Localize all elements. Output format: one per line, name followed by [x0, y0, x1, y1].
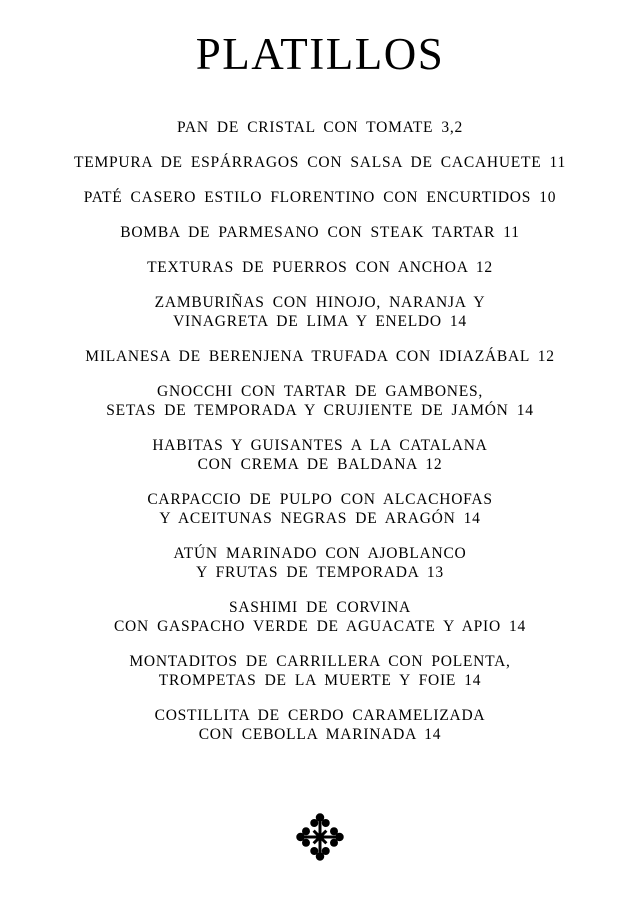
menu-item-line: TEMPURA DE ESPÁRRAGOS CON SALSA DE CACAHUETE 11	[74, 154, 566, 171]
menu-item	[0, 490, 640, 528]
menu-item	[0, 598, 640, 636]
menu-item-line: TEXTURAS DE PUERROS CON ANCHOA 12	[147, 259, 493, 276]
menu-item-line: BOMBA DE PARMESANO CON STEAK TARTAR 11	[120, 224, 520, 241]
menu-item	[0, 436, 640, 474]
menu-item	[0, 258, 640, 277]
menu-item	[0, 544, 640, 582]
floral-cross-ornament-icon	[295, 812, 345, 862]
menu-item-line: COSTILLITA DE CERDO CARAMELIZADA	[154, 707, 486, 724]
menu-item-line: PAN DE CRISTAL CON TOMATE 3,2	[176, 119, 464, 136]
menu-item-line: ZAMBURIÑAS CON HINOJO, NARANJA Y	[154, 294, 486, 311]
menu-item-line: ATÚN MARINADO CON AJOBLANCO	[173, 545, 467, 562]
menu-item-line: Y FRUTAS DE TEMPORADA 13	[196, 564, 444, 581]
menu-item-line: CON CEBOLLA MARINADA 14	[198, 726, 442, 743]
menu-item	[0, 223, 640, 242]
menu-item-line: HABITAS Y GUISANTES A LA CATALANA	[152, 437, 488, 454]
menu-item-line: CARPACCIO DE PULPO CON ALCACHOFAS	[147, 491, 493, 508]
menu-item	[0, 293, 640, 331]
menu-item-line: PATÉ CASERO ESTILO FLORENTINO CON ENCURTIDOS 10	[83, 189, 557, 206]
footer-ornament	[0, 812, 640, 862]
menu-item-line: SETAS DE TEMPORADA Y CRUJIENTE DE JAMÓN 14	[106, 402, 534, 419]
menu-item-line: MONTADITOS DE CARRILLERA CON POLENTA,	[129, 653, 511, 670]
menu-item	[0, 382, 640, 420]
menu-item	[0, 347, 640, 366]
page-title: PLATILLOS	[195, 29, 445, 79]
menu-item	[0, 118, 640, 137]
menu-item-line: VINAGRETA DE LIMA Y ENELDO 14	[173, 313, 467, 330]
menu-item-line: MILANESA DE BERENJENA TRUFADA CON IDIAZÁBAL 12	[85, 348, 555, 365]
menu-item-line: CON GASPACHO VERDE DE AGUACATE Y APIO 14	[113, 618, 527, 635]
menu-item-line: CON CREMA DE BALDANA 12	[197, 456, 443, 473]
menu-item-line: TROMPETAS DE LA MUERTE Y FOIE 14	[158, 672, 482, 689]
menu-item	[0, 706, 640, 744]
menu-item	[0, 188, 640, 207]
menu-item-line: Y ACEITUNAS NEGRAS DE ARAGÓN 14	[159, 510, 481, 527]
menu-item-line: GNOCCHI CON TARTAR DE GAMBONES,	[157, 383, 483, 400]
menu-item	[0, 153, 640, 172]
menu-item-list	[0, 118, 640, 744]
menu-item-line: SASHIMI DE CORVINA	[228, 599, 412, 616]
menu-item	[0, 652, 640, 690]
